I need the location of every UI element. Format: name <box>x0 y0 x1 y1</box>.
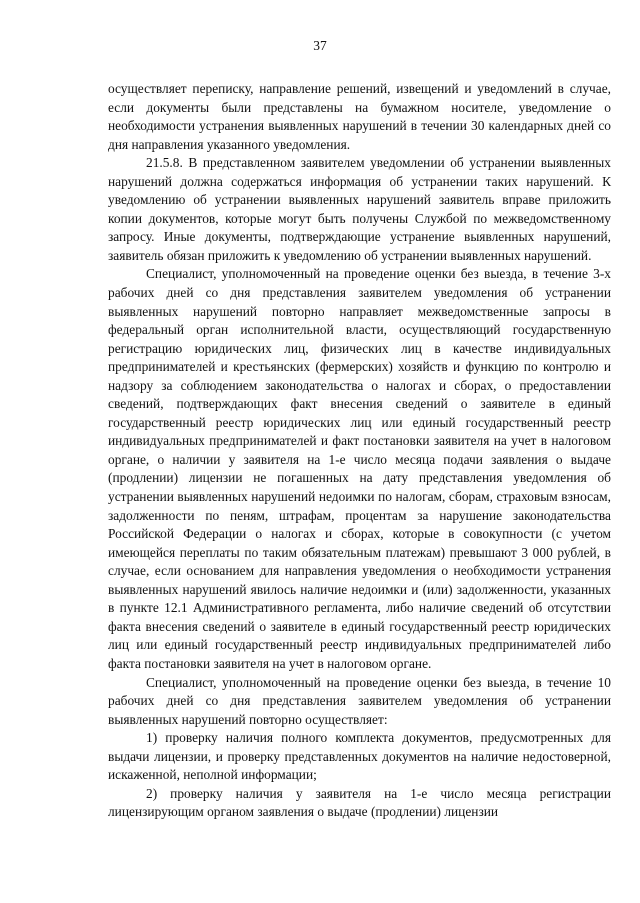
paragraph-specialist-interagency-requests: Специалист, уполномоченный на проведение оценки без выезда, в течение 3-х рабочих дней со дня представления заявителем уведомления об устранении выявленных нарушений повторно направляет межведомственные запросы в федеральный орган исполнительной власти, осуществляющий государственную регистрацию юридических лиц, физических лиц в качестве индивидуальных предпринимателей и крестьянских (фермерских) хозяйств и функцию по контролю и надзору за соблюдением законодательства о налогах и сборах, о предоставлении сведений, подтверждающих факт внесения сведений о заявителе в единый государственный реестр юридических лиц или единый государственный реестр индивидуальных предпринимателей и факт постановки заявителя на учет в налоговом органе, о наличии у заявителя на 1-е число месяца подачи заявления о выдаче (продлении) лицензии не погашенных на дату представления уведомления об устранении выявленных нарушений недоимки по налогам, сборам, страховым взносам, задолженности по пеням, штрафам, процентам за нарушение законодательства Российской Федерации о налогах и сборах, которые в совокупности (с учетом имеющейся переплаты по таким обязательным платежам) превышают 3 000 рублей, в случае, если основанием для направления уведомления о необходимости устранения выявленных нарушений явилось наличие недоимки и (или) задолженности, указанных в пункте 12.1 Административного регламента, либо наличие сведений об отсутствии факта внесения сведений о заявителе в единый государственный реестр юридических лиц или единый государственный реестр индивидуальных предпринимателей либо факта постановки заявителя на учет в налоговом органе. <box>108 266 611 671</box>
document-body <box>108 80 611 822</box>
paragraph-specialist-repeat-check: Специалист, уполномоченный на проведение оценки без выезда, в течение 10 рабочих дней со дня представления заявителем уведомления об устранении выявленных нарушений повторно осуществляет: <box>108 674 611 727</box>
list-item-1: 1) проверку наличия полного комплекта документов, предусмотренных для выдачи лицензии, и проверку представленных документов на наличие недостоверной, искаженной, неполной информации; <box>108 730 611 783</box>
paragraph-continuation: осуществляет переписку, направление решений, извещений и уведомлений в случае, если документы были представлены на бумажном носителе, уведомление о необходимости устранения выявленных нарушений в течении 30 календарных дней со дня направления указанного уведомления. <box>108 81 611 152</box>
paragraph-21-5-8: 21.5.8. В представленном заявителем уведомлении об устранении выявленных нарушений должна содержаться информация об устранении таких нарушений. К уведомлению об устранении выявленных нарушений заявитель вправе приложить копии документов, которые могут быть получены Службой по межведомственному запросу. Иные документы, подтверждающие устранение выявленных нарушений, заявитель обязан приложить к уведомлению об устранении выявленных нарушений. <box>108 155 611 263</box>
page-number: 37 <box>313 38 327 53</box>
list-item-2: 2) проверку наличия у заявителя на 1-е число месяца регистрации лицензирующим органом заявления о выдаче (продлении) лицензии <box>108 785 611 820</box>
